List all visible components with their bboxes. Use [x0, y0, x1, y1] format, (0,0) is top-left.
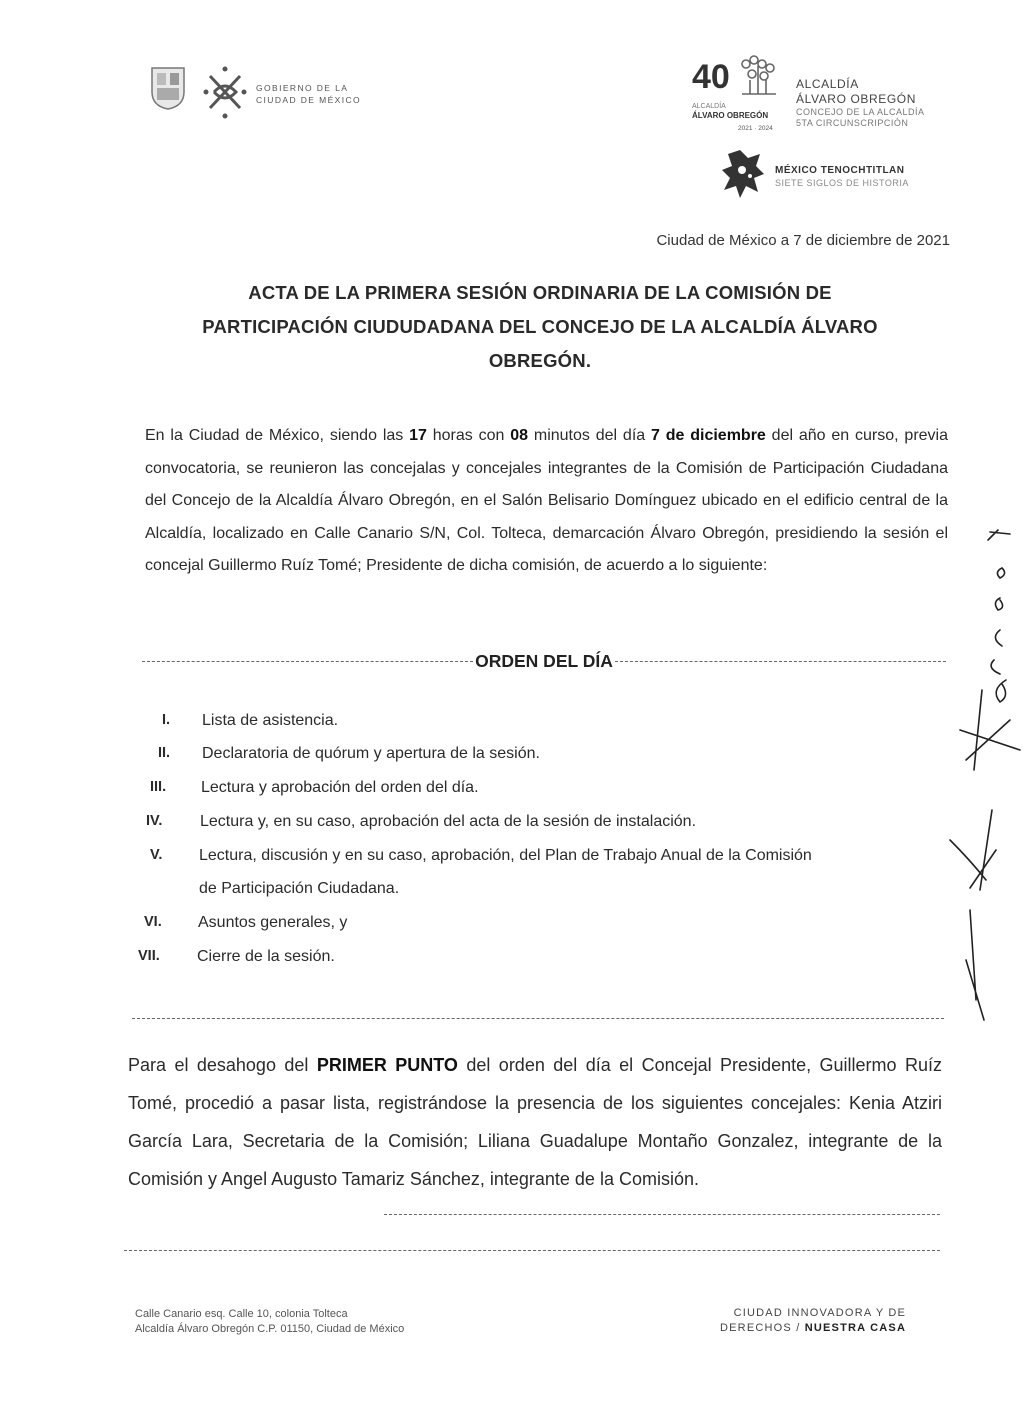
- footer-left-line2: Alcaldía Álvaro Obregón C.P. 01150, Ciudad de México: [135, 1323, 405, 1335]
- intro-minutes: 08: [510, 427, 529, 444]
- agenda-item: [130, 839, 950, 872]
- alcaldia-line2: ÁLVARO OBREGÓN: [796, 92, 916, 106]
- footer-slogan: [720, 1306, 906, 1336]
- dashed-divider: [132, 1018, 944, 1019]
- margin-signatures: [930, 520, 1030, 1040]
- gov-line2: CIUDAD DE MÉXICO: [256, 95, 362, 105]
- alcaldia-text: [796, 77, 925, 129]
- cdmx-shield-logo: [150, 66, 186, 110]
- agenda-item-text: Asuntos generales, y: [198, 914, 348, 931]
- logo-small-1: ALCALDÍA: [692, 103, 726, 110]
- dashed-divider: [124, 1250, 940, 1251]
- intro-paragraph: [145, 420, 948, 583]
- footer-right-line1: CIUDAD INNOVADORA Y DE: [733, 1307, 907, 1319]
- intro-hour: 17: [409, 427, 427, 444]
- agenda-item-text: Lectura, discusión y en su caso, aprobación, del Plan de Trabajo Anual de la Comisión: [199, 847, 812, 864]
- agenda-item-number: I.: [162, 712, 171, 728]
- logo-small-2: ÁLVARO OBREGÓN: [692, 111, 769, 120]
- dashed-filler: [384, 1214, 940, 1215]
- agenda-item-number: VII.: [138, 948, 160, 964]
- mexico-line1: MÉXICO TENOCHTITLAN: [775, 165, 905, 176]
- agenda-item: [130, 704, 950, 737]
- p2-text-1: Para el desahogo del: [128, 1055, 317, 1075]
- p2-primer-punto: PRIMER PUNTO: [316, 1055, 458, 1075]
- intro-text-2: horas con: [426, 427, 511, 444]
- alcaldia-line3: CONCEJO DE LA ALCALDÍA: [796, 107, 925, 117]
- intro-day: 7 de diciembre: [651, 427, 766, 444]
- agenda-item: [130, 737, 950, 771]
- logo-small-3: 2021 · 2024: [738, 125, 773, 132]
- gov-line1: GOBIERNO DE LA: [256, 83, 349, 93]
- primer-punto-paragraph: [128, 1046, 942, 1198]
- dashed-divider: [615, 661, 946, 662]
- agenda-item-text: Lectura y aprobación del orden del día.: [201, 779, 479, 796]
- gov-cdmx-text: [256, 82, 361, 106]
- alcaldia-logo: [692, 52, 782, 136]
- agenda-item-number: II.: [158, 745, 171, 761]
- agenda-item-number: III.: [150, 779, 167, 795]
- svg-text:40: 40: [692, 58, 730, 96]
- document-date: Ciudad de México a 7 de diciembre de 2021: [656, 232, 950, 249]
- cdmx-emblem-icon: [200, 64, 250, 120]
- agenda-item-number: VI.: [144, 914, 162, 930]
- footer-right-line2b: NUESTRA CASA: [804, 1322, 907, 1334]
- intro-text-3: minutos del día: [528, 427, 651, 444]
- agenda-item-text: de Participación Ciudadana.: [199, 880, 400, 897]
- title-line3: OBREGÓN.: [488, 350, 592, 371]
- orden-del-dia-label: ORDEN DEL DÍA: [475, 650, 613, 671]
- document-title: [150, 276, 930, 378]
- agenda-item-continued: [130, 872, 950, 906]
- agenda-item-number: IV.: [146, 813, 163, 829]
- agenda-list: [130, 704, 950, 974]
- p2-text-2: del orden del día el Concejal Presidente, Guillermo Ruíz Tomé, procedió a pasar lista, registrándose la presencia de los siguientes concejales: Kenia Atziri García Lara, Secretaria de la Comisión; Liliana Guadalupe Montaño Gonzalez, integrante de la Comisión y Angel Augusto Tamariz Sánchez, integrante de la Comisión.: [128, 1055, 942, 1189]
- signature-text: Kenia García Lara: [930, 520, 939, 521]
- mexico-tenochtitlan-glyph-icon: [720, 148, 766, 200]
- alcaldia-line4: 5TA CIRCUNSCRIPCIÓN: [796, 118, 909, 128]
- footer-left-line1: Calle Canario esq. Calle 10, colonia Tolteca: [135, 1308, 348, 1320]
- agenda-item-text: Declaratoria de quórum y apertura de la sesión.: [202, 745, 540, 762]
- dashed-divider: [142, 661, 473, 662]
- alcaldia-line1: ALCALDÍA: [796, 77, 859, 91]
- footer-right-line2a: DERECHOS /: [720, 1322, 805, 1334]
- agenda-item-number: V.: [150, 847, 163, 863]
- intro-text-1: En la Ciudad de México, siendo las: [145, 427, 410, 444]
- footer-address: [135, 1307, 404, 1337]
- title-line2: PARTICIPACIÓN CIUDUDADANA DEL CONCEJO DE LA ALCALDÍA ÁLVARO: [202, 316, 878, 337]
- title-line1: ACTA DE LA PRIMERA SESIÓN ORDINARIA DE LA COMISIÓN DE: [248, 282, 832, 303]
- agenda-item: [130, 906, 950, 940]
- mexico-tenochtitlan-text: [775, 164, 909, 190]
- intro-text-4: del año en curso, previa convocatoria, se reunieron las concejalas y concejales integrantes de la Comisión de Participación Ciudadana del Concejo de la Alcaldía Álvaro Obregón, en el Salón Belisario Domínguez ubicado en el edificio central de la Alcaldía, localizado en Calle Canario S/N, Col. Tolteca, demarcación Álvaro Obregón, presidiendo la sesión el concejal Guillermo Ruíz Tomé; Presidente de dicha comisión, de acuerdo a lo siguiente:: [145, 427, 948, 574]
- agenda-item-text: Lista de asistencia.: [202, 712, 339, 729]
- agenda-item: [130, 805, 950, 839]
- orden-del-dia-heading: [142, 648, 946, 674]
- agenda-item: [130, 771, 950, 805]
- agenda-item: [130, 940, 950, 974]
- agenda-item-text: Lectura y, en su caso, aprobación del acta de la sesión de instalación.: [200, 813, 697, 830]
- mexico-line2: SIETE SIGLOS DE HISTORIA: [775, 178, 909, 188]
- agenda-item-text: Cierre de la sesión.: [197, 948, 335, 965]
